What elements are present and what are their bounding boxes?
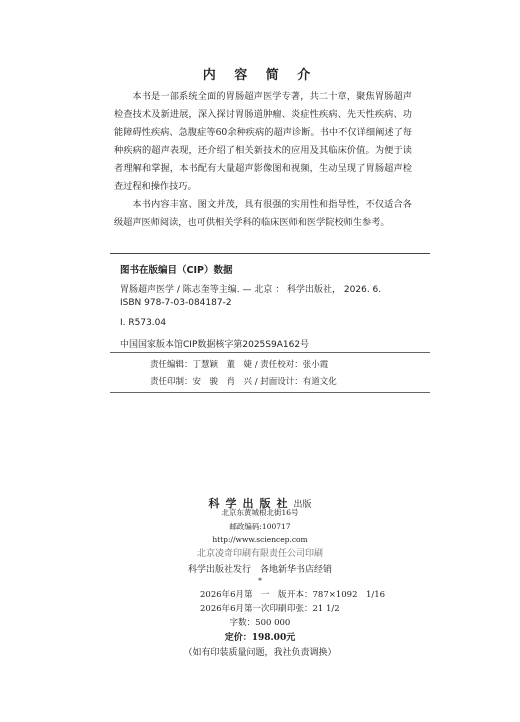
- summary-paragraph-1: 本书是一部系统全面的胃肠超声医学专著，共二十章，聚焦胃肠超声检查技术及新进展，深入探讨胃肠道肿瘤、炎症性疾病、先天性疾病、功能障碍性疾病、急腹症等60余种疾病的超声诊断。书中不仅详细阐述了每种疾病的超声表现，还介绍了相关新技术的应用及其临床价值。为便于读者理解和掌握，本书配有大量超声影像图和视频，生动呈现了胃肠超声检查过程和操作技巧。: [114, 91, 412, 192]
- divider-staff: [110, 392, 430, 393]
- cip-title: 图书在版编目（CIP）数据: [120, 265, 233, 276]
- printing-info: 2026年6月第一次印刷: [200, 604, 287, 614]
- price: 定价：198.00元: [224, 633, 296, 643]
- publisher-address: 北京东黄城根北街16号: [221, 508, 299, 517]
- word-count: 字数：500 000: [229, 618, 291, 628]
- cip-isbn: ISBN 978-7-03-084187-2: [120, 298, 232, 308]
- staff-production: 责任印制：安 骏 肖 兴 / 封面设计：有道文化: [150, 377, 337, 387]
- sheets-info: 印张：21 1/2: [287, 604, 340, 614]
- edition-info: 2026年6月第 一 版: [200, 590, 287, 600]
- cip-book-entry: 胃肠超声医学 / 陈志奎等主编. — 北京 ： 科学出版社， 2026. 6.: [120, 285, 382, 295]
- printer-name: 北京凌奇印刷有限责任公司印刷: [196, 549, 323, 559]
- separator-star: *: [258, 576, 262, 585]
- content-summary-title: 内 容 简 介: [202, 68, 318, 83]
- publisher-website: http://www.sciencep.com: [212, 535, 308, 544]
- divider-cip: [110, 352, 430, 353]
- publisher-postcode: 邮政编码:100717: [229, 522, 291, 531]
- publisher-logo: 科学出版社: [208, 497, 294, 510]
- summary-paragraph-2: 本书内容丰富、图文并茂，具有很强的实用性和指导性，不仅适合各级超声医师阅读，也可供相关学科的临床医师和医学院校师生参考。: [114, 199, 412, 228]
- cip-classification: Ⅰ. R573.04: [120, 318, 167, 328]
- format-info: 开本：787×1092 1/16: [287, 590, 386, 600]
- distribution-info: 科学出版社发行 各地新华书店经销: [187, 565, 332, 575]
- quality-notice: （如有印装质量问题，我社负责调换）: [183, 648, 337, 658]
- staff-editors: 责任编辑：丁慧颖 董 婕 / 责任校对：张小霞: [150, 360, 329, 370]
- content-summary: [114, 88, 412, 232]
- publisher-suffix: 出版: [293, 500, 312, 510]
- divider-top: [110, 253, 430, 254]
- cip-record-number: 中国国家版本馆CIP数据核字第2025S9A162号: [120, 340, 310, 350]
